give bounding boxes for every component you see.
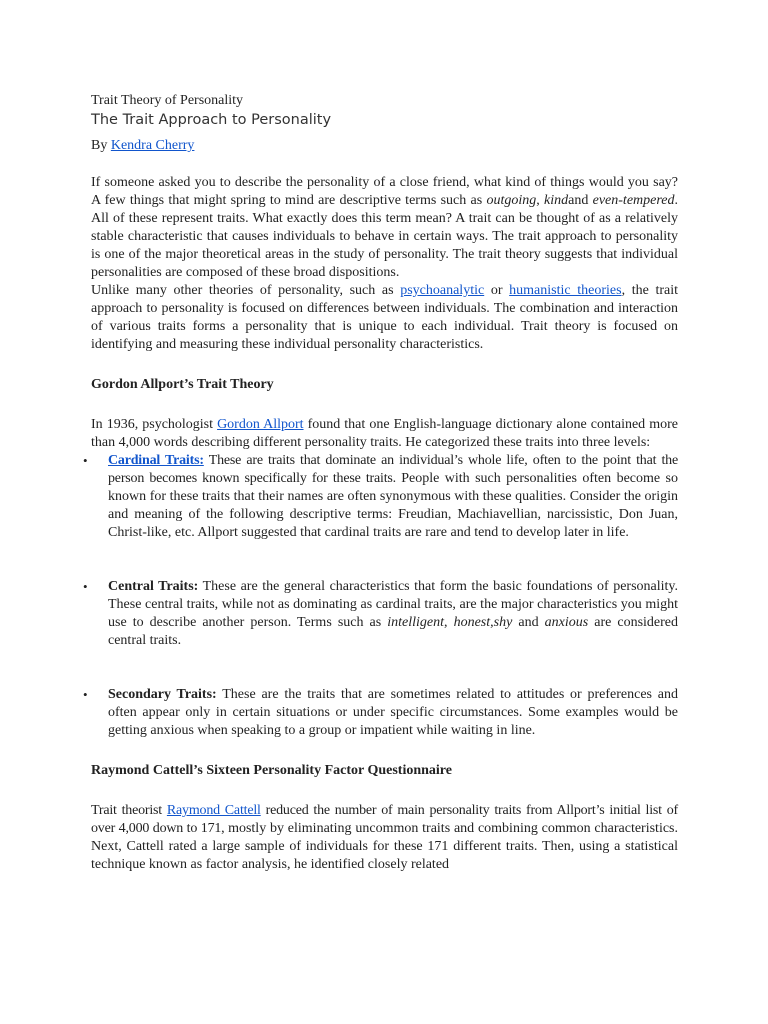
document-title: Trait Theory of Personality (91, 93, 244, 108)
term-kind: kind (544, 193, 569, 208)
article-title: The Trait Approach to Personality (91, 112, 332, 128)
allport-heading: Gordon Allport’s Trait Theory (91, 377, 274, 392)
cattell-text: mostly by eliminating uncommon traits and combining common characteristics. Next, Cattell rated a large sample of individuals for these 171 different traits. Then, using a statistical technique known as factor analysis, he identified closely related (91, 821, 678, 872)
document-content (83, 92, 679, 874)
central-text: are considered central traits. (108, 615, 679, 648)
cattell-text: Trait theorist (91, 803, 167, 818)
term-anxious: anxious (544, 615, 589, 630)
gordon-allport-link[interactable]: Gordon Allport (217, 417, 304, 432)
separator: , (536, 193, 545, 208)
humanistic-theories-link[interactable]: humanistic theories (509, 283, 622, 298)
bullet-icon: • (83, 453, 88, 468)
raymond-cattell-link[interactable]: Raymond Cattell (166, 803, 261, 818)
secondary-text: These are the traits that are sometimes related to attitudes or preferences and often appear only in certain situations or under specific circumstances. Some examples would be getting anxious when speaking to a group or impatient while waiting in line. (108, 687, 679, 738)
central-text: These are the general characteristics that form the basic foundations of personality. These central traits, while not as dominating as cardinal traits, are the major characteristics you might use to describe another person. Terms such as (108, 579, 678, 630)
trait-levels-list (83, 452, 679, 740)
byline (91, 137, 678, 155)
intro-text: , the trait approach to personality is focused on differences between individuals. The combination and interaction of various traits forms a personality that is unique to each individual. Trait theory is focused on identifying and measuring these individual personality characteristics. (91, 283, 678, 352)
secondary-traits-label: Secondary Traits: (108, 687, 217, 702)
list-item-secondary (83, 686, 679, 740)
separator: or (484, 283, 510, 298)
cardinal-traits-link[interactable]: Cardinal Traits: (108, 453, 204, 468)
psychoanalytic-link[interactable]: psychoanalytic (400, 283, 485, 298)
intro-text: Unlike many other theories of personality, such as (91, 283, 401, 298)
bullet-icon: • (83, 579, 88, 594)
list-item-central (83, 578, 679, 650)
allport-intro-text: found that one English-language dictionary alone contained more than 4,000 words describing different personality traits. He categorized these traits into three levels: (91, 417, 678, 450)
term-shy: shy (493, 615, 513, 630)
central-traits-label: Central Traits: (108, 579, 199, 594)
allport-intro (91, 416, 678, 452)
intro-paragraph-2 (91, 282, 678, 354)
cardinal-text: These are traits that dominate an individual’s whole life, often to the point that the person becomes known specifically for these traits. (108, 453, 678, 486)
bullet-icon: • (83, 687, 88, 702)
cardinal-text: People with such personalities often become so known for these traits that their names are often synonymous with these qualities. Consider the origin and meaning of the following descriptive terms: Freudian, Machiavellian, narcissistic, Don Juan, Christ-like, etc. Allport suggested that cardinal traits are rare and tend to develop later in life. (108, 471, 678, 540)
byline-prefix: By (91, 138, 111, 153)
separator: and (568, 193, 593, 208)
cattell-paragraph (91, 802, 678, 874)
intro-paragraph-1 (91, 174, 678, 282)
intro-text: If someone asked you to describe the personality of a close friend, what kind of things would you say? A few things that might spring to mind are descriptive terms such as (91, 175, 678, 208)
intro-text: . All of these represent traits. What exactly does this term mean? A trait can be thought of as a relatively stable characteristic that causes individuals to behave in certain ways. The trait approach to personality is one of the major theoretical areas in the study of personality. The trait theory suggests that individual personalities are composed of these broad dispositions. (91, 193, 678, 280)
separator: , (490, 615, 494, 630)
list-item-cardinal (83, 452, 678, 542)
cattell-heading: Raymond Cattell’s Sixteen Personality Factor Questionnaire (91, 763, 452, 778)
cattell-text: reduced the number of main personality traits from Allport’s initial list of over 4,000 down to 171, (91, 803, 678, 836)
term-honest: honest (453, 615, 491, 630)
separator: and (512, 615, 545, 630)
term-outgoing: outgoing (486, 193, 537, 208)
separator: , (444, 615, 454, 630)
term-even-tempered: even-tempered (592, 193, 675, 208)
author-link[interactable]: Kendra Cherry (110, 138, 195, 153)
term-intelligent: intelligent (387, 615, 445, 630)
allport-intro-text: In 1936, psychologist (91, 417, 218, 432)
